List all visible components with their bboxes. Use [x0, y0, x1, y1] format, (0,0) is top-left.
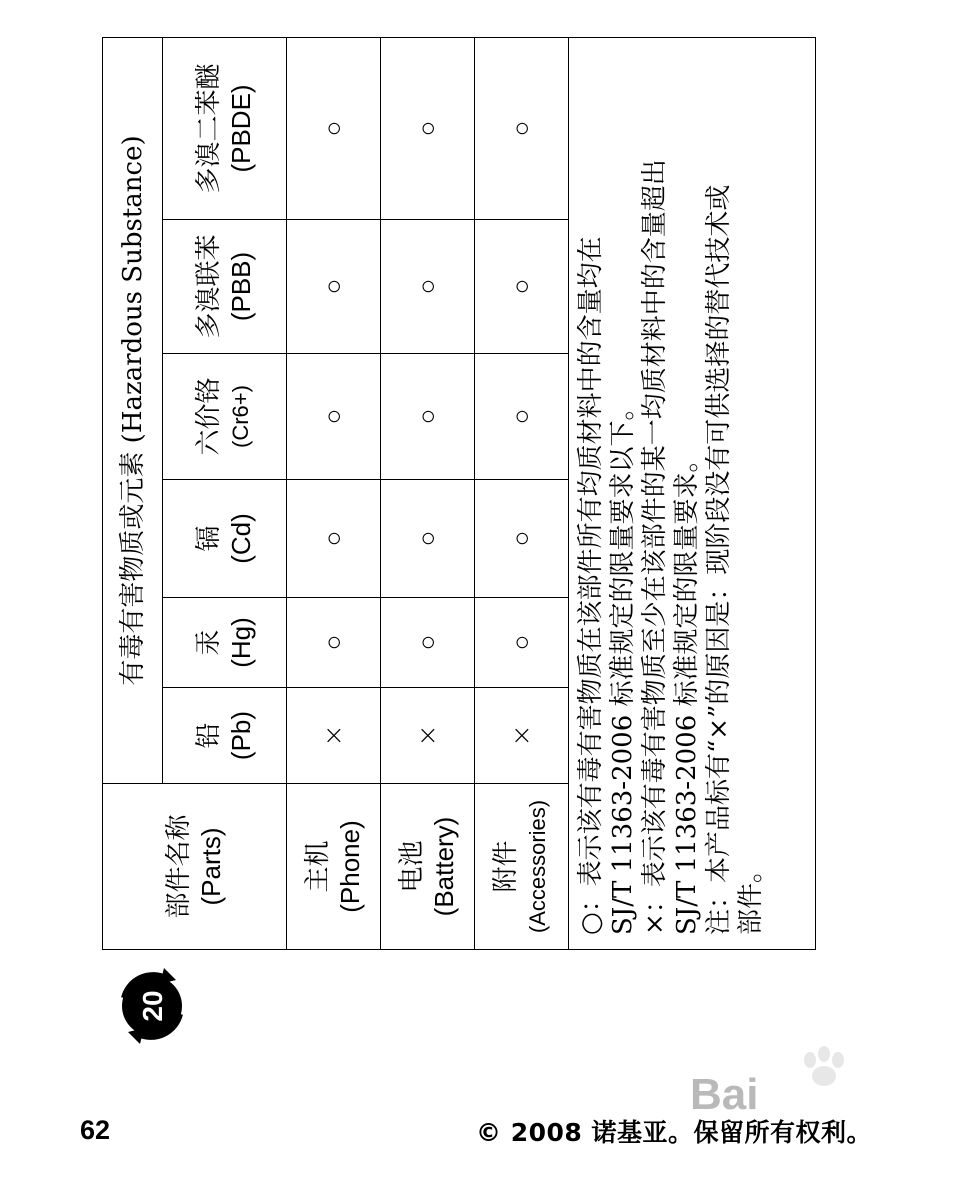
substance-header: 六价铬 (Cr6+) — [163, 354, 287, 480]
value-cell: ○ — [287, 480, 381, 598]
substance-header: 多溴二苯醚 (PBDE) — [163, 37, 287, 219]
value-cell: ○ — [381, 598, 475, 688]
value-cell: ○ — [381, 220, 475, 354]
hazard-header: 有毒有害物质或元素 (Hazardous Substance) — [103, 37, 163, 783]
parts-header-cell — [103, 784, 287, 950]
hazardous-substance-table — [102, 37, 816, 950]
table-row — [475, 37, 569, 949]
value-cell: ○ — [287, 354, 381, 480]
watermark-text: Bai — [690, 1070, 759, 1119]
substance-header: 镉 (Cd) — [163, 480, 287, 598]
part-name-cell: 电池 (Battery) — [381, 784, 475, 950]
value-cell: ○ — [475, 480, 569, 598]
note-line: ×：表示该有毒有害物质至少在该部件的某一均质材料中的含量超出 — [640, 159, 670, 935]
environment-protection-period-icon — [110, 958, 194, 1054]
note-line: 部件。 — [736, 856, 766, 935]
parts-header-en: (Parts) — [195, 827, 226, 906]
value-cell: × — [381, 688, 475, 784]
note-line: 注：本产品标有“×”的原因是：现阶段没有可供选择的替代技术或 — [704, 184, 734, 935]
substance-header: 铅 (Pb) — [163, 688, 287, 784]
value-cell: ○ — [381, 37, 475, 219]
part-name-cell: 附件 (Accessories) — [475, 784, 569, 950]
copyright-text: © 2008 诺基亚。保留所有权利。 — [476, 1118, 872, 1147]
value-cell: ○ — [381, 480, 475, 598]
note-line: ○：表示该有毒有害物质在该部件所有均质材料中的含量均在 — [576, 236, 606, 935]
note-line: SJ/T 11363-2006 标准规定的限量要求以下。 — [608, 394, 638, 935]
value-cell: × — [475, 688, 569, 784]
value-cell: ○ — [475, 598, 569, 688]
parts-header-zh: 部件名称 — [163, 814, 194, 919]
logo-text: 20 — [137, 990, 168, 1022]
hazardous-substance-table-rotated — [102, 38, 810, 950]
page-number: 62 — [80, 1115, 111, 1145]
notes-cell — [569, 37, 816, 949]
table-row — [381, 37, 475, 949]
value-cell: ○ — [475, 37, 569, 219]
value-cell: ○ — [287, 37, 381, 219]
value-cell: ○ — [287, 220, 381, 354]
substance-header: 多溴联苯 (PBB) — [163, 220, 287, 354]
value-cell: ○ — [475, 220, 569, 354]
value-cell: ○ — [381, 354, 475, 480]
value-cell: ○ — [475, 354, 569, 480]
substance-header: 汞 (Hg) — [163, 598, 287, 688]
table-row — [287, 37, 381, 949]
value-cell: × — [287, 688, 381, 784]
value-cell: ○ — [287, 598, 381, 688]
part-name-cell: 主机 (Phone) — [287, 784, 381, 950]
note-line: SJ/T 11363-2006 标准规定的限量要求。 — [672, 446, 702, 935]
